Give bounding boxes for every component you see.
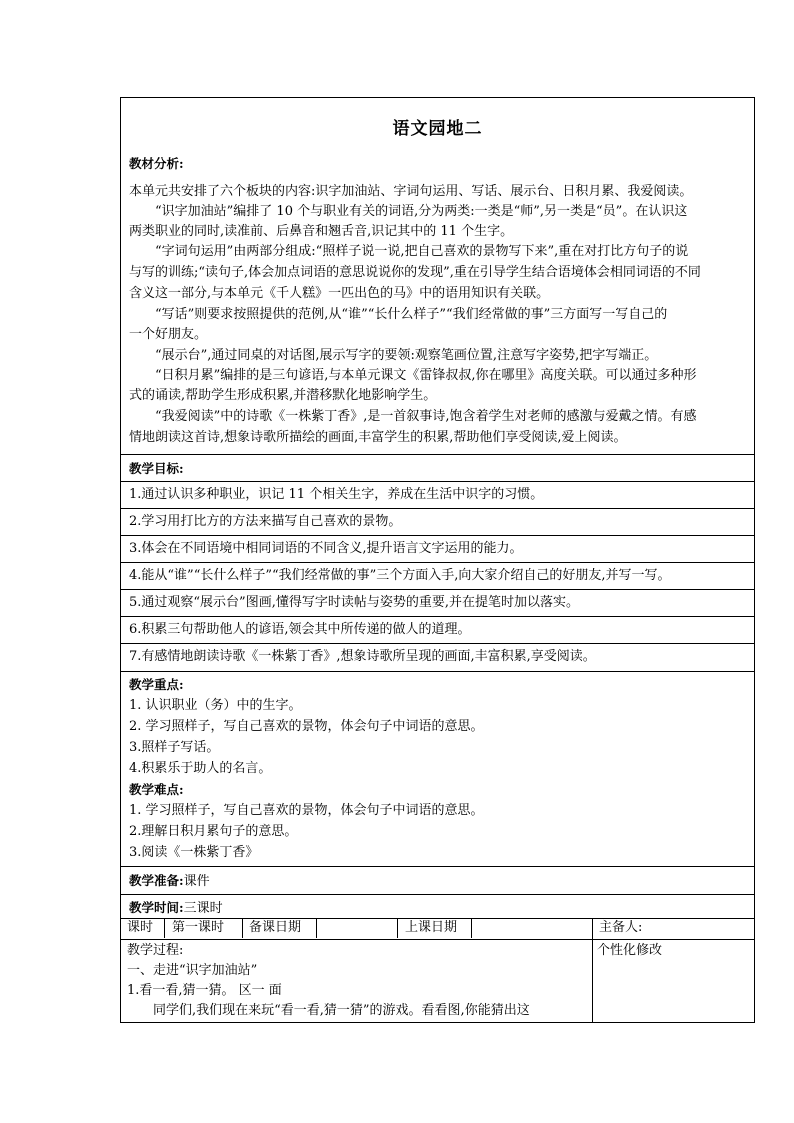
key-point-item: 4.积累乐于助人的名言。: [129, 761, 272, 776]
analysis-line: “字词句运用”由两部分组成:“照样子说一说,把自己喜欢的景物写下来”,重在对打比方句子的说: [129, 244, 689, 259]
divider: [397, 918, 398, 938]
preparation-value: 课件: [183, 874, 210, 889]
divider: [121, 866, 754, 867]
divider: [121, 454, 754, 455]
divider: [121, 562, 754, 563]
difficulty-item: 1. 学习照样子，写自己喜欢的景物，体会句子中词语的意思。: [129, 803, 484, 818]
divider: [121, 671, 754, 672]
divider: [121, 616, 754, 617]
divider: [121, 643, 754, 644]
divider: [121, 535, 754, 536]
key-point-item: 2. 学习照样子，写自己喜欢的景物，体会句子中词语的意思。: [129, 719, 484, 734]
analysis-line: 含义这一部分,与本单元《千人糕》一匹出色的马》中的语用知识有关联。: [129, 286, 550, 301]
preparer-label: 主备人:: [599, 920, 643, 935]
goal-item: 6.积累三句帮助他人的谚语,领会其中所传递的做人的道理。: [129, 622, 471, 637]
time-row: [129, 898, 748, 919]
personalized-edit-label: 个性化修改: [597, 943, 663, 958]
page-title: 语文园地二: [392, 119, 483, 139]
goal-item: 3.体会在不同语境中相同词语的不同含义,提升语言文字运用的能力。: [129, 541, 523, 556]
process-heading: 教学过程:: [127, 943, 184, 958]
lesson-value: 第一课时: [172, 920, 225, 935]
analysis-heading: 教材分析:: [129, 156, 184, 171]
analysis-line: 与写的训练;“读句子,体会加点词语的意思说说你的发现”,重在引导学生结合语境体会相同词语的不同: [129, 265, 701, 280]
analysis-line: 本单元共安排了六个板块的内容:识字加油站、字词句运用、写话、展示台、日积月累、我爱阅读。: [129, 184, 693, 199]
divider: [592, 918, 593, 1023]
divider: [121, 508, 754, 509]
goal-item: 4.能从“谁”“长什么样子”“我们经常做的事”三个方面入手,向大家介绍自己的好朋友,并写一写。: [129, 568, 671, 583]
divider: [121, 939, 754, 940]
analysis-line: 式的诵读,帮助学生形成积累,并潜移默化地影响学生。: [129, 388, 437, 403]
analysis-line: 两类职业的同时,读准前、后鼻音和翘舌音,识记其中的 11 个生字。: [129, 224, 514, 239]
goal-item: 7.有感情地朗读诗歌《一株紫丁香》,想象诗歌所呈现的画面,丰富积累,享受阅读。: [129, 649, 596, 664]
goal-item: 5.通过观察“展示台”图画,懂得写字时读帖与姿势的重要,并在提笔时加以落实。: [129, 595, 579, 610]
analysis-line: “写话”则要求按照提供的范例,从“谁”“长什么样子”“我们经常做的事”三方面写一写自己的: [129, 307, 668, 322]
prep-date-label: 备课日期: [249, 920, 302, 935]
key-point-item: 1. 认识职业（务）中的生字。: [129, 698, 302, 713]
analysis-line: 情地朗读这首诗,想象诗歌所描绘的画面,丰富学生的积累,帮助他们享受阅读,爱上阅读。: [129, 430, 627, 445]
process-line: 一、走进“识字加油站”: [127, 963, 258, 978]
time-label: 教学时间:: [129, 900, 184, 915]
divider: [242, 918, 243, 938]
divider: [471, 918, 472, 938]
divider: [121, 589, 754, 590]
goal-item: 1.通过认识多种职业，识记 11 个相关生字，养成在生活中识字的习惯。: [129, 487, 544, 502]
key-points-heading: 教学重点:: [129, 677, 184, 692]
preparation-label: 教学准备:: [129, 873, 184, 888]
time-value: 三课时: [183, 901, 223, 916]
analysis-line: “展示台”,通过同桌的对话图,展示写字的要领:观察笔画位置,注意写字姿势,把字写端正。: [129, 348, 658, 363]
analysis-line: “我爱阅读”中的诗歌《一株紫丁香》,是一首叙事诗,饱含着学生对老师的感激与爱戴之情。有感: [129, 409, 697, 424]
lesson-label: 课时: [127, 920, 154, 935]
divider: [121, 894, 754, 895]
analysis-line: “日积月累”编排的是三句谚语,与本单元课文《雷锋叔叔,你在哪里》高度关联。可以通过多种形: [129, 368, 697, 383]
analysis-line: 一个好朋友。: [129, 327, 208, 342]
preparation-row: [129, 871, 748, 892]
goals-heading: 教学目标:: [129, 461, 184, 476]
difficulty-item: 2.理解日积月累句子的意思。: [129, 824, 298, 839]
process-line: 同学们,我们现在来玩“看一看,猜一猜”的游戏。看看图,你能猜出这: [127, 1003, 530, 1018]
divider: [121, 481, 754, 482]
divider: [164, 918, 165, 938]
difficulty-item: 3.阅读《一株紫丁香》: [129, 845, 259, 860]
difficulties-heading: 教学难点:: [129, 782, 184, 797]
class-date-label: 上课日期: [405, 920, 458, 935]
key-point-item: 3.照样子写话。: [129, 740, 220, 755]
process-line: 1.看一看,猜一猜。 区一 面: [127, 983, 282, 998]
divider: [316, 918, 317, 938]
analysis-line: “识字加油站”编排了 10 个与职业有关的词语,分为两类:一类是“师”,另一类是“员”。在认识这: [129, 204, 688, 219]
lesson-plan-table: [120, 97, 755, 1023]
goal-item: 2.学习用打比方的方法来描写自己喜欢的景物。: [129, 514, 402, 529]
